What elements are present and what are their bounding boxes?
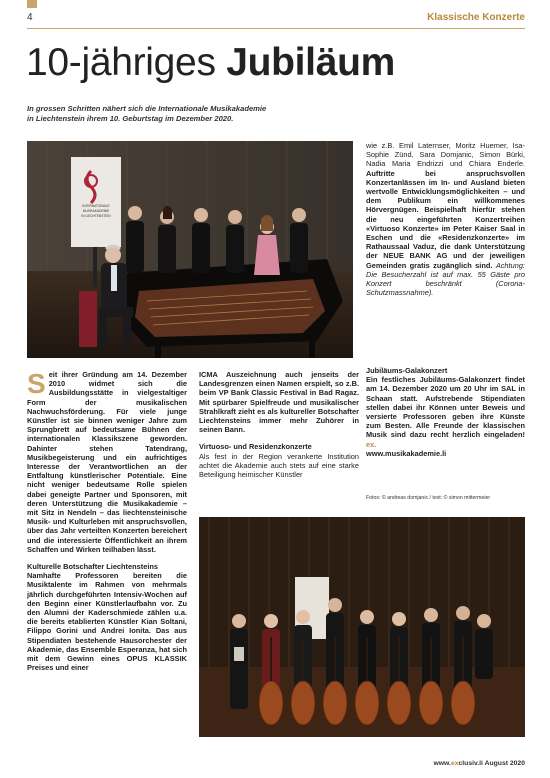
lede-line-1: In grossen Schritten nähert sich die Internationale Musikakademie [27,104,267,113]
website-link[interactable]: www.musikakademie.li [366,448,447,458]
page-number: 4 [27,12,33,23]
photo-ensemble [199,517,525,737]
drop-cap: S [27,368,46,399]
photo-ensemble-art [199,517,525,737]
lede [27,104,287,124]
intro-paragraph [27,370,187,554]
title-bold: Jubiläum [226,41,395,84]
intro-text: eit ihrer Gründung am 14. Dezember 2010 widmet sich die Ausbildungsstätte in vielgestaltiger Form der musikalischen Nachwuchsförderung. Für viele junge Künstler ist sie binnen weniger Jahre zum Sprungbrett auf bedeutsame Bühnen der internationalen Klassikszene geworden. Dahinter stehen Tatendrang, Musikbegeisterung und ein aufrichtiges Interesse der Verantwortlichen an der Entfaltung künstlerischer Potentiale. Eine nicht weniger bedeutsame Rolle spielen dabei geneigte Partner und Sponsoren, mit deren Unterstützung die Musikakademie – mit Sitz in Nendeln – das liechtensteinische Musik- und Kulturleben mit anspruchsvollen, über das Jahr verteilten Konzerten bereichert und die interessierte Öffentlichkeit an ihrem Schaffen und Wirken teilhaben lässt. [27,370,187,554]
page-title [26,40,395,86]
article-column-3-lower [366,366,525,458]
body-virtuoso: Als fest in der Region verankerte Institution achtet die Akademie auch stets auf eine starke Beteiligung heimischer Künstler [199,451,359,480]
footer-pre: www. [433,760,451,767]
ex-mark: ex. [366,439,377,449]
body-gala-text: Ein festliches Jubiläums-Galakonzert findet am 14. Dezember 2020 um 20 Uhr im SAL in Schaan statt. Aufstrebende Stipendiaten stellen dabei ihr Können unter Beweis und versierte Professoren geben ihre Künste zum Besten. Alle Freunde der klassischen Musik sind dazu recht herzlich eingeladen! [366,375,525,440]
footer-post: clusiv.li August 2020 [458,760,525,767]
article-column-2 [199,370,359,479]
article-column-1 [27,370,187,673]
footer-ex: ex [450,760,459,767]
body-ambassadors [27,571,187,672]
page-number-marker [27,0,37,8]
banner-line-2: MUSIKAKADEMIE [82,209,110,213]
subhead-virtuoso: Virtuoso- und Residenzkonzerte [199,442,312,452]
lede-line-2: in Liechtenstein ihrem 10. Geburtstag im Dezember 2020. [27,114,234,123]
article-column-3 [366,141,525,297]
banner-line-1: INTERNATIONALE [82,204,110,208]
body-icma [199,370,359,434]
subhead-gala: Jubiläums-Galakonzert [366,366,448,375]
header-rule [27,28,525,29]
body-artists [366,141,525,297]
photo-credit: Fotos: © andreas domjanic / text: © simon mittermeier [366,495,491,501]
footer [433,760,525,767]
body-gala [366,375,525,449]
section-label: Klassische Konzerte [427,12,525,23]
body-ambassadors-text: Namhafte Professoren bereiten die Musiktalente im Rahmen von mehrmals jährlich durchgeführten Intensiv-Wochen auf den Beginn einer Künstlerlaufbahn vor. Zu den Alumni der Kaderschmiede zählen u.a. die bereits etablierten Künstler Kian Soltani, Filippo Gorini und Andrei Ionita. Das aus Stipendiaten bestehende Hausorchester der Akademie, das Ensemble Esperanza, hat sich mit dem Gewinn eines OPUS KLASSIK Preises und einer [27,571,187,673]
banner-line-3: IN LIECHTENSTEIN [81,214,111,218]
body-artists-plain: wie z.B. Emil Laternser, Moritz Huemer, Isa-Sophie Zünd, Sara Domjanic, Simon Bürki, Nadia Maria Endrizzi und Chiara Enderle. [366,141,525,169]
body-icma-text: ICMA Auszeichnung auch jenseits der Landesgrenzen einen Namen erspielt, so z.B. beim VP Bank Classic Festival in Bad Ragaz. Mit spürbarer Spielfreude und musikalischer Strahlkraft zieht es als kultureller Botschafter Liechtensteins immer mehr Zuhörer in seinen Bann. [199,370,359,435]
body-artists-bold: Auftritte bei anspruchsvollen Konzertanlässen im In- und Ausland bieten wertvolle Entwicklungsmöglichkeiten – und dem Publikum ein willkommenes Hörvergnügen. Beispielhaft hierfür stehen die neu eingeführten Konzertreihen «Virtuoso Konzerte» im Peter Kaiser Saal in Eschen und die «Residenzkonzerte» im Rathaussaal Vaduz, die dank Unterstützung der NEUE BANK AG und der jeweiligen Gemeinden gratis zugänglich sind. [366,168,525,270]
body-artists-notice: Achtung: Die Besucherzahl ist auf max. 55 Gäste pro Konzert beschränkt (Corona-Schutzmassnahme). [366,260,525,298]
subhead-ambassadors: Kulturelle Botschafter Liechtensteins [27,562,159,572]
photo-group-piano [27,141,353,358]
photo-group-piano-art [27,141,353,358]
title-light: 10-jähriges [26,41,227,84]
